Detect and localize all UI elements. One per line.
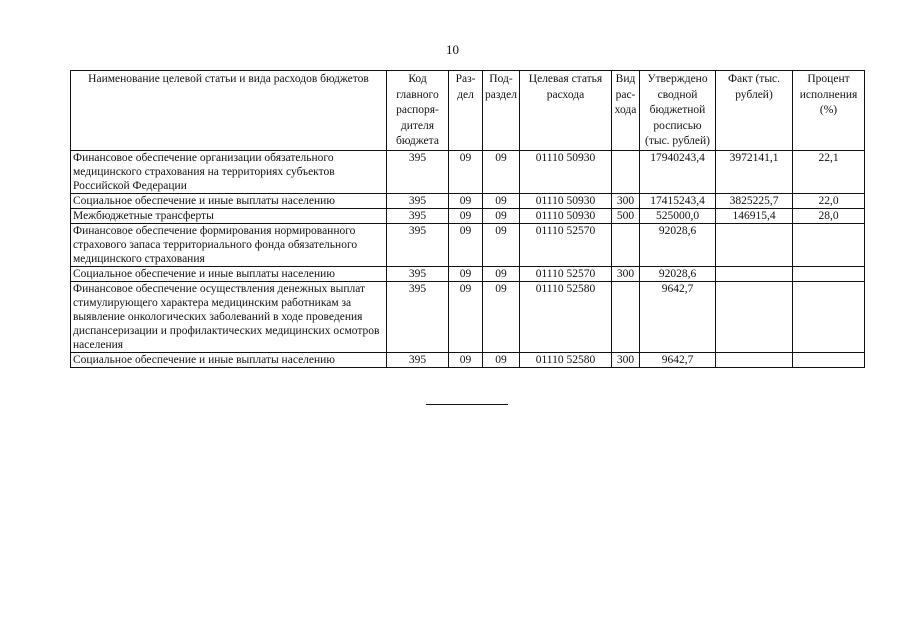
row-percent: 28,0: [793, 208, 865, 223]
budget-execution-table: [70, 70, 865, 368]
table-row: [71, 193, 865, 208]
row-target: 01110 52580: [520, 281, 612, 352]
row-fact: [716, 266, 793, 281]
page-number: 10: [446, 42, 459, 57]
row-kind: 300: [612, 193, 640, 208]
header-name: Наименование целевой статьи и вида расходов бюджетов: [71, 71, 387, 151]
header-percent: Процент исполнения (%): [793, 71, 865, 151]
row-target: 01110 50930: [520, 150, 612, 193]
table-header-row: [71, 71, 865, 151]
row-kind: [612, 223, 640, 266]
row-subsection: 09: [483, 281, 520, 352]
row-section: 09: [449, 223, 483, 266]
row-target: 01110 52570: [520, 223, 612, 266]
row-name: Финансовое обеспечение осуществления денежных выплат стимулирующего характера медицинским работникам за выявление онкологических заболеваний в ходе проведения диспансеризации и профилактических медицинских осмотров населения: [71, 281, 387, 352]
row-subsection: 09: [483, 193, 520, 208]
row-section: 09: [449, 208, 483, 223]
row-code: 395: [387, 281, 449, 352]
row-approved: 92028,6: [640, 223, 716, 266]
row-section: 09: [449, 193, 483, 208]
table-row: [71, 150, 865, 193]
row-fact: 3825225,7: [716, 193, 793, 208]
row-target: 01110 52570: [520, 266, 612, 281]
header-section: Раз-дел: [449, 71, 483, 151]
row-kind: [612, 281, 640, 352]
row-section: 09: [449, 150, 483, 193]
row-code: 395: [387, 352, 449, 367]
row-approved: 525000,0: [640, 208, 716, 223]
row-percent: [793, 281, 865, 352]
row-percent: [793, 223, 865, 266]
row-section: 09: [449, 266, 483, 281]
row-subsection: 09: [483, 208, 520, 223]
header-code: Код главного распоря-дителя бюджета: [387, 71, 449, 151]
row-section: 09: [449, 352, 483, 367]
header-approved: Утверждено сводной бюджетной росписью (тыс. рублей): [640, 71, 716, 151]
row-percent: 22,0: [793, 193, 865, 208]
table-row: [71, 281, 865, 352]
row-approved: 17940243,4: [640, 150, 716, 193]
header-fact: Факт (тыс. рублей): [716, 71, 793, 151]
end-divider-line: [426, 404, 508, 405]
table-row: [71, 223, 865, 266]
row-kind: 300: [612, 266, 640, 281]
row-kind: 500: [612, 208, 640, 223]
row-name: Социальное обеспечение и иные выплаты населению: [71, 352, 387, 367]
row-code: 395: [387, 223, 449, 266]
row-percent: [793, 266, 865, 281]
row-target: 01110 52580: [520, 352, 612, 367]
row-subsection: 09: [483, 266, 520, 281]
row-approved: 92028,6: [640, 266, 716, 281]
row-name: Финансовое обеспечение формирования нормированного страхового запаса территориального фонда обязательного медицинского страхования: [71, 223, 387, 266]
row-fact: [716, 281, 793, 352]
row-code: 395: [387, 193, 449, 208]
row-name: Финансовое обеспечение организации обязательного медицинского страхования на территориях субъектов Российской Федерации: [71, 150, 387, 193]
row-name: Социальное обеспечение и иные выплаты населению: [71, 193, 387, 208]
row-code: 395: [387, 208, 449, 223]
row-fact: 3972141,1: [716, 150, 793, 193]
row-subsection: 09: [483, 150, 520, 193]
row-approved: 9642,7: [640, 352, 716, 367]
table-row: [71, 352, 865, 367]
row-subsection: 09: [483, 223, 520, 266]
row-section: 09: [449, 281, 483, 352]
row-approved: 9642,7: [640, 281, 716, 352]
row-code: 395: [387, 266, 449, 281]
header-subsection: Под-раздел: [483, 71, 520, 151]
row-approved: 17415243,4: [640, 193, 716, 208]
row-percent: [793, 352, 865, 367]
row-kind: 300: [612, 352, 640, 367]
header-kind: Вид рас-хода: [612, 71, 640, 151]
row-code: 395: [387, 150, 449, 193]
row-kind: [612, 150, 640, 193]
row-target: 01110 50930: [520, 208, 612, 223]
row-subsection: 09: [483, 352, 520, 367]
row-fact: 146915,4: [716, 208, 793, 223]
row-fact: [716, 223, 793, 266]
row-name: Межбюджетные трансферты: [71, 208, 387, 223]
header-target: Целевая статья расхода: [520, 71, 612, 151]
row-fact: [716, 352, 793, 367]
row-percent: 22,1: [793, 150, 865, 193]
row-name: Социальное обеспечение и иные выплаты населению: [71, 266, 387, 281]
row-target: 01110 50930: [520, 193, 612, 208]
table-row: [71, 208, 865, 223]
table-row: [71, 266, 865, 281]
